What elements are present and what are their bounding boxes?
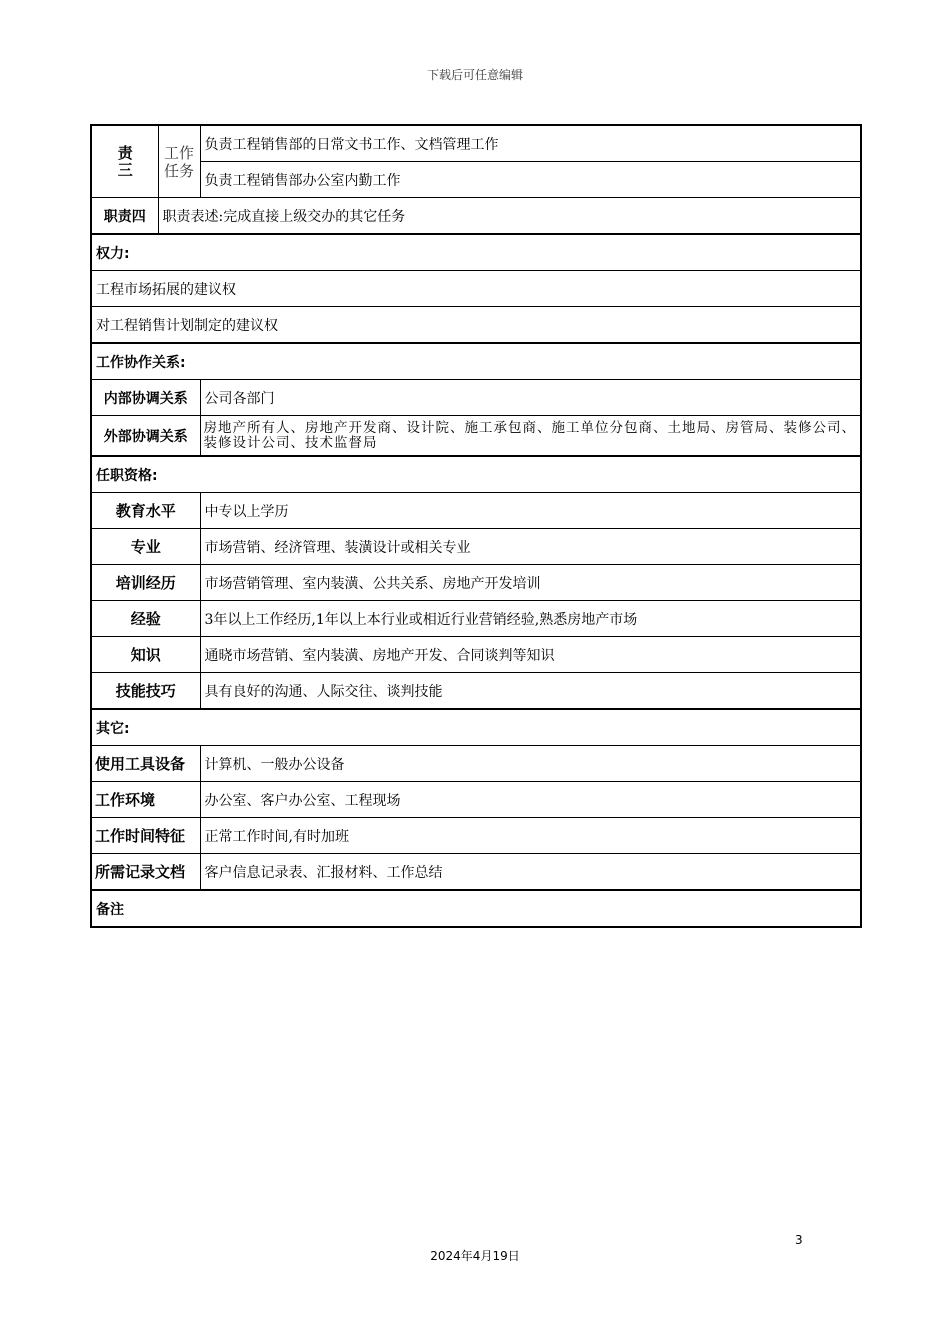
authority-item-1: 工程市场拓展的建议权 — [91, 271, 861, 307]
qual-label-major: 专业 — [91, 529, 200, 565]
qual-label-education: 教育水平 — [91, 493, 200, 529]
resp4-text: 职责表述:完成直接上级交办的其它任务 — [158, 198, 861, 235]
qual-label-skills: 技能技巧 — [91, 673, 200, 710]
resp4-label: 职责四 — [91, 198, 158, 235]
qual-row — [91, 493, 861, 529]
resp4-row — [91, 198, 861, 235]
resp3-sublabel: 工作任务 — [158, 125, 200, 198]
resp3-label: 责三 — [91, 125, 158, 198]
job-description-table — [90, 124, 862, 928]
authority-header-row — [91, 234, 861, 271]
qual-row — [91, 601, 861, 637]
qual-value-knowledge: 通晓市场营销、室内装潢、房地产开发、合同谈判等知识 — [200, 637, 861, 673]
qual-label-experience: 经验 — [91, 601, 200, 637]
qualifications-title: 任职资格: — [91, 456, 861, 493]
qualifications-header-row — [91, 456, 861, 493]
authority-row-2 — [91, 307, 861, 344]
qual-row — [91, 529, 861, 565]
relations-internal-row — [91, 380, 861, 416]
other-value-worktime: 正常工作时间,有时加班 — [200, 818, 861, 854]
qual-value-experience: 3年以上工作经历,1年以上本行业或相近行业营销经验,熟悉房地产市场 — [200, 601, 861, 637]
resp3-task-1: 负责工程销售部的日常文书工作、文档管理工作 — [200, 125, 861, 162]
qual-label-training: 培训经历 — [91, 565, 200, 601]
qual-row — [91, 565, 861, 601]
other-row — [91, 746, 861, 782]
other-row — [91, 818, 861, 854]
qual-value-education: 中专以上学历 — [200, 493, 861, 529]
external-label: 外部协调关系 — [91, 416, 200, 457]
other-label-tools: 使用工具设备 — [91, 746, 200, 782]
other-value-records: 客户信息记录表、汇报材料、工作总结 — [200, 854, 861, 891]
other-row — [91, 854, 861, 891]
remarks-row — [91, 890, 861, 927]
qual-label-knowledge: 知识 — [91, 637, 200, 673]
footer-date: 2024年4月19日 — [430, 1249, 520, 1263]
relations-title: 工作协作关系: — [91, 343, 861, 380]
other-row — [91, 782, 861, 818]
relations-header-row — [91, 343, 861, 380]
other-title: 其它: — [91, 709, 861, 746]
other-header-row — [91, 709, 861, 746]
other-label-worktime: 工作时间特征 — [91, 818, 200, 854]
other-label-environment: 工作环境 — [91, 782, 200, 818]
page-number: 3 — [795, 1233, 803, 1247]
authority-item-2: 对工程销售计划制定的建议权 — [91, 307, 861, 344]
other-value-tools: 计算机、一般办公设备 — [200, 746, 861, 782]
qual-value-training: 市场营销管理、室内装潢、公共关系、房地产开发培训 — [200, 565, 861, 601]
internal-label: 内部协调关系 — [91, 380, 200, 416]
qual-value-major: 市场营销、经济管理、装潢设计或相关专业 — [200, 529, 861, 565]
other-label-records: 所需记录文档 — [91, 854, 200, 891]
resp3-row-2 — [91, 162, 861, 198]
qual-row — [91, 673, 861, 710]
other-value-environment: 办公室、客户办公室、工程现场 — [200, 782, 861, 818]
resp3-task-2: 负责工程销售部办公室内勤工作 — [200, 162, 861, 198]
authority-row-1 — [91, 271, 861, 307]
qual-value-skills: 具有良好的沟通、人际交往、谈判技能 — [200, 673, 861, 710]
relations-external-row — [91, 416, 861, 457]
page-header: 下载后可任意编辑 — [426, 68, 523, 82]
authority-title: 权力: — [91, 234, 861, 271]
internal-value: 公司各部门 — [200, 380, 861, 416]
resp3-row-1 — [91, 125, 861, 162]
qual-row — [91, 637, 861, 673]
remarks-label: 备注 — [91, 890, 861, 927]
external-value: 房地产所有人、房地产开发商、设计院、施工承包商、施工单位分包商、土地局、房管局、装修公司、装修设计公司、技术监督局 — [200, 416, 861, 457]
